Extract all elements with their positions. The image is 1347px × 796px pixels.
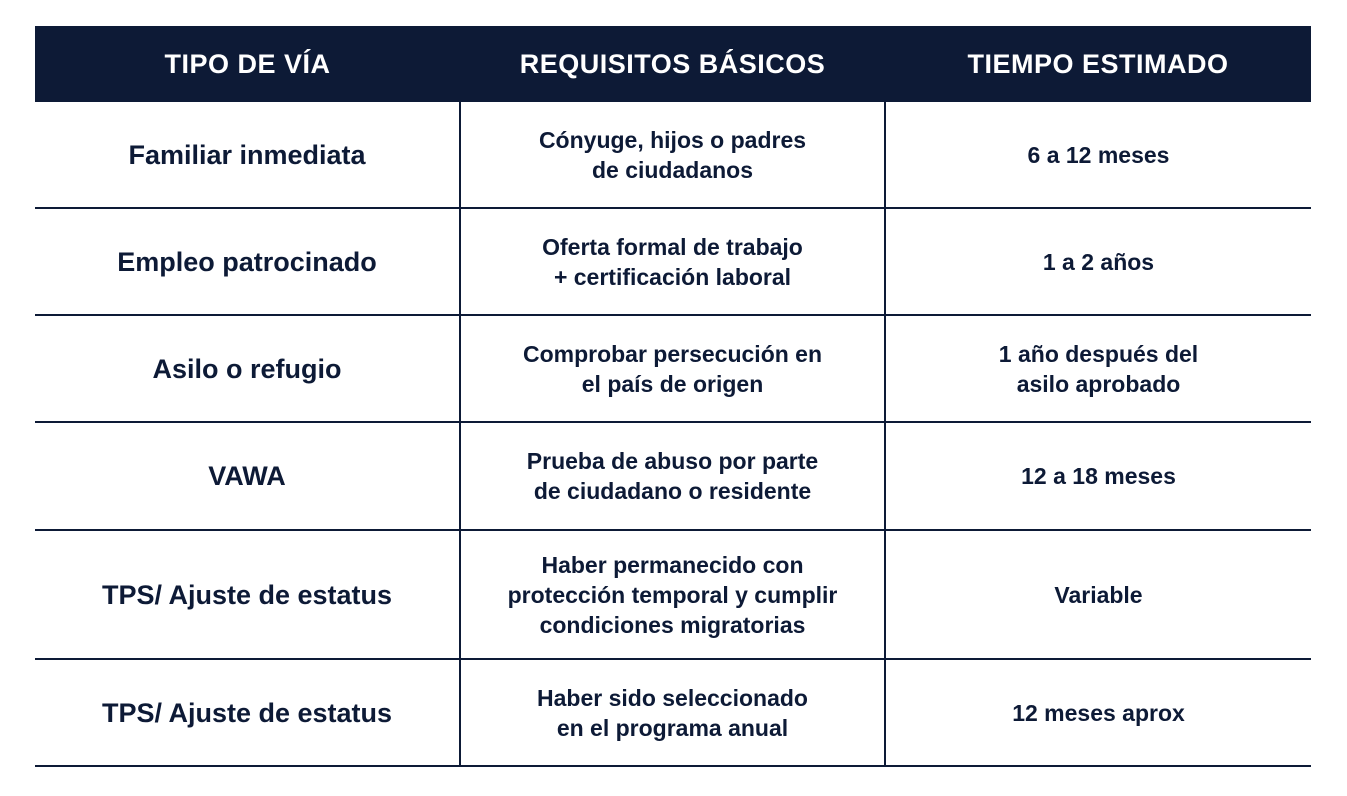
table-header <box>35 26 1311 102</box>
table-row <box>35 102 1311 208</box>
cell-requisitos <box>460 315 885 422</box>
cell-tipo: Asilo o refugio <box>35 315 460 422</box>
table-row <box>35 659 1311 766</box>
header-requisitos-basicos: REQUISITOS BÁSICOS <box>460 26 885 102</box>
tiempo-line: asilo aprobado <box>1016 370 1181 397</box>
cell-requisitos <box>460 422 885 530</box>
cell-tipo: VAWA <box>35 422 460 530</box>
cell-requisitos <box>460 659 885 766</box>
cell-tiempo <box>885 530 1311 659</box>
table-row <box>35 315 1311 422</box>
header-tiempo-estimado: TIEMPO ESTIMADO <box>885 26 1311 102</box>
requisitos-line: en el programa anual <box>556 714 789 741</box>
cell-requisitos <box>460 530 885 659</box>
requisitos-line: de ciudadano o residente <box>533 478 812 504</box>
header-tipo-de-via: TIPO DE VÍA <box>35 26 460 102</box>
immigration-paths-table <box>35 26 1311 767</box>
immigration-paths-table-container <box>35 26 1311 767</box>
tiempo-line: 1 año después del <box>998 340 1199 367</box>
tiempo-line: 6 a 12 meses <box>1027 141 1170 168</box>
requisitos-line: Oferta formal de trabajo <box>542 233 803 260</box>
table-row <box>35 422 1311 530</box>
requisitos-line: protección temporal y cumplir <box>507 581 838 608</box>
requisitos-line: Comprobar persecución en <box>522 340 823 367</box>
tiempo-line: 1 a 2 años <box>1042 248 1155 275</box>
header-row <box>35 26 1311 102</box>
table-row <box>35 208 1311 315</box>
requisitos-line: + certificación laboral <box>553 263 792 290</box>
table-body <box>35 102 1311 766</box>
cell-tipo: Empleo patrocinado <box>35 208 460 315</box>
requisitos-line: Haber sido seleccionado <box>537 684 808 711</box>
requisitos-line: condiciones migratorias <box>539 611 806 638</box>
cell-tiempo <box>885 102 1311 208</box>
cell-requisitos <box>460 208 885 315</box>
requisitos-line: Cónyuge, hijos o padres <box>538 126 807 153</box>
table-row <box>35 530 1311 659</box>
requisitos-line: de ciudadanos <box>591 156 754 183</box>
requisitos-line: el país de origen <box>581 370 764 397</box>
cell-tiempo <box>885 659 1311 766</box>
cell-requisitos <box>460 102 885 208</box>
cell-tipo: TPS/ Ajuste de estatus <box>35 659 460 766</box>
cell-tiempo <box>885 208 1311 315</box>
tiempo-line: 12 a 18 meses <box>1021 463 1176 489</box>
requisitos-line: Haber permanecido con <box>541 551 804 578</box>
requisitos-line: Prueba de abuso por parte <box>526 448 819 474</box>
tiempo-line: Variable <box>1054 581 1143 608</box>
cell-tiempo <box>885 422 1311 530</box>
cell-tipo: TPS/ Ajuste de estatus <box>35 530 460 659</box>
tiempo-line: 12 meses aprox <box>1012 699 1185 726</box>
cell-tiempo <box>885 315 1311 422</box>
cell-tipo: Familiar inmediata <box>35 102 460 208</box>
